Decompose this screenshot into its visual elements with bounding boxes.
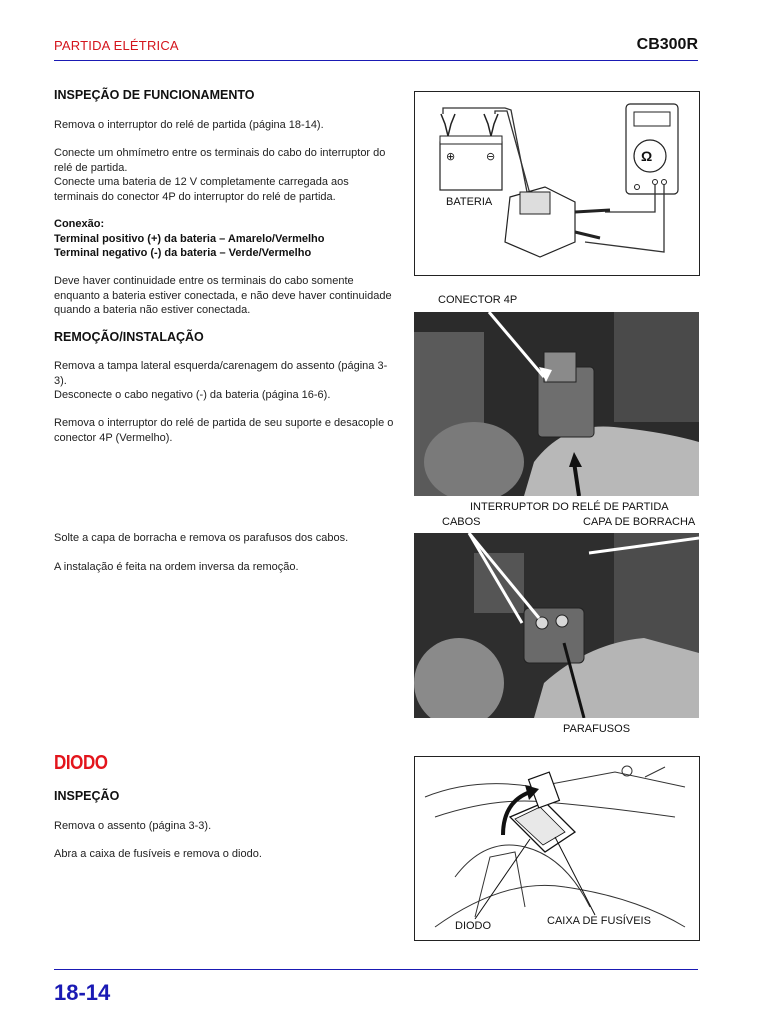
remocao-p2: Remova o interruptor do relé de partida de seu suporte e desacople o conector 4P (Vermelho). [54,417,394,444]
section-title: PARTIDA ELÉTRICA [54,38,179,53]
diodo-p2: Abra a caixa de fusíveis e remova o diodo. [54,848,262,860]
header-rule [54,60,698,61]
remocao-p1a: Remova a tampa lateral esquerda/carenagem do assento (página 3-3). [54,360,388,387]
inspecao-funcionamento-heading: INSPEÇÃO DE FUNCIONAMENTO [54,88,255,102]
figure-ohmmeter-diagram [414,91,700,276]
page-number: 18-14 [54,980,111,1005]
remocao-p3: Solte a capa de borracha e remova os parafusos dos cabos. [54,532,349,544]
label-interruptor-rele: INTERRUPTOR DO RELÉ DE PARTIDA [470,501,669,513]
inspecao-p3: Deve haver continuidade entre os terminais do cabo somente enquanto a bateria estiver conectada, e não deve haver continuidade quando a bateria não estiver conectada. [54,275,392,316]
label-bateria: BATERIA [446,196,493,208]
conexao-negativo: Terminal negativo (-) da bateria – Verde/Vermelho [54,247,312,259]
conexao-positivo: Terminal positivo (+) da bateria – Amarelo/Vermelho [54,232,325,245]
fuse-box-drawing [415,757,699,940]
battery-minus-terminal: ⊖ [486,151,496,163]
conexao-block [54,217,394,261]
diodo-inspecao-heading: INSPEÇÃO [54,789,120,803]
ohm-symbol: Ω [641,148,653,164]
ohmmeter-diagram-drawing [415,92,699,275]
remocao-heading: REMOÇÃO/INSTALAÇÃO [54,330,204,344]
relay-connector-photo-drawing [414,312,699,496]
remocao-p4: A instalação é feita na ordem inversa da remoção. [54,561,299,573]
inspecao-p1: Remova o interruptor do relé de partida (página 18-14). [54,119,324,131]
battery-plus-terminal: ⊕ [446,151,456,163]
figure-fuse-box [414,756,700,941]
diodo-title: DIODO [54,752,108,774]
label-conector-4p: CONECTOR 4P [438,294,518,306]
photo-rubber-cap-screws [414,533,699,718]
label-parafusos: PARAFUSOS [563,723,631,735]
label-caixa-fusiveis: CAIXA DE FUSÍVEIS [547,915,651,927]
label-diodo: DIODO [455,920,492,932]
rubber-cap-photo-drawing [414,533,699,718]
remocao-p1b: Desconecte o cabo negativo (-) da bateria (página 16-6). [54,389,331,401]
label-capa-borracha: CAPA DE BORRACHA [583,516,696,528]
diodo-p1: Remova o assento (página 3-3). [54,820,212,832]
inspecao-p2b: Conecte uma bateria de 12 V completamente carregada aos terminais do conector 4P do interruptor do relé de partida. [54,176,349,203]
inspecao-p2a: Conecte um ohmímetro entre os terminais do cabo do interruptor do relé de partida. [54,147,386,174]
conexao-label: Conexão: [54,218,105,230]
footer-rule [54,969,698,970]
photo-relay-connector [414,312,699,496]
model-name: CB300R [636,36,698,53]
label-cabos: CABOS [442,516,481,528]
